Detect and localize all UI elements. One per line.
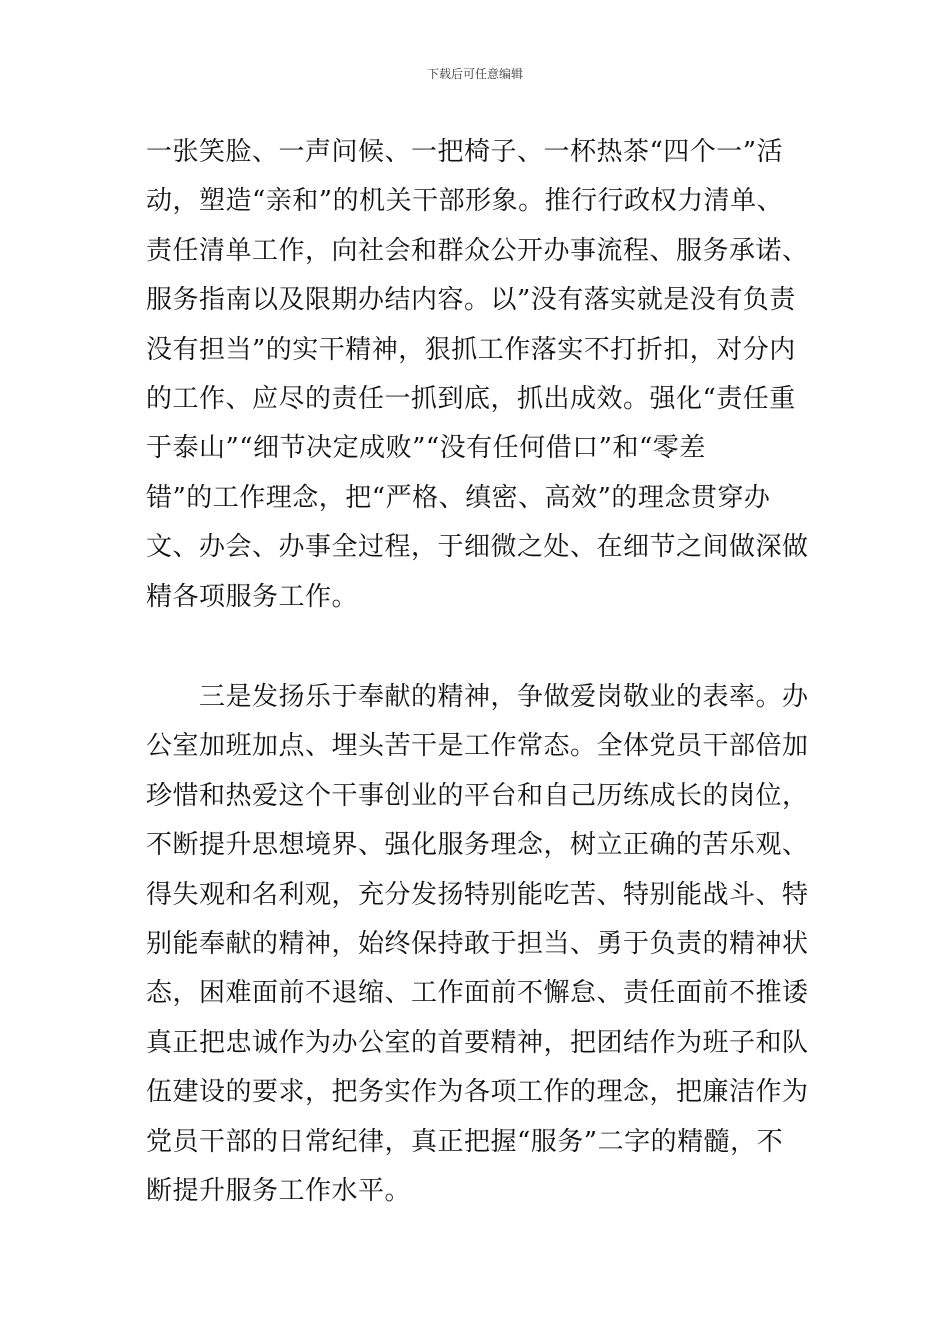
- text-line: 三是发扬乐于奉献的精神，争做爱岗敬业的表率。办: [146, 682, 809, 712]
- paragraph-1: [146, 128, 816, 622]
- text-line: 伍建设的要求，把务实作为各项工作的理念，把廉洁作为: [146, 1077, 809, 1108]
- paragraph-2: [146, 673, 816, 1216]
- text-line: 真正把忠诚作为办公室的首要精神，把团结作为班子和队: [146, 1027, 809, 1058]
- text-line: 一张笑脸、一声问候、一把椅子、一杯热茶“四个一”活: [146, 137, 784, 167]
- text-line: 别能奉献的精神，始终保持敢于担当、勇于负责的精神状: [146, 928, 809, 959]
- text-line: 责任清单工作，向社会和群众公开办事流程、服务承诺、: [146, 235, 809, 266]
- text-line: 文、办会、办事全过程，于细微之处、在细节之间做深做: [146, 532, 809, 563]
- text-line: 的工作、应尽的责任一抓到底，抓出成效。强化“责任重: [146, 383, 796, 414]
- text-line: 没有担当”的实干精神，狠抓工作落实不打折扣，对分内: [146, 334, 796, 365]
- text-line: 珍惜和热爱这个干事创业的平台和自己历练成长的岗位，: [146, 780, 809, 811]
- text-line: 错”的工作理念，把“严格、缜密、高效”的理念贯穿办: [146, 482, 771, 513]
- text-line: 得失观和名利观，充分发扬特别能吃苦、特别能战斗、特: [146, 879, 809, 910]
- text-line: 服务指南以及限期办结内容。以”没有落实就是没有负责: [146, 285, 796, 316]
- text-line: 不断提升思想境界、强化服务理念，树立正确的苦乐观、: [146, 830, 809, 861]
- text-line: 态，困难面前不退缩、工作面前不懈怠、责任面前不推诿: [146, 978, 809, 1009]
- text-line: 于泰山”“细节决定成败”“没有任何借口”和“零差: [146, 433, 706, 464]
- text-line: 公室加班加点、埋头苦干是工作常态。全体党员干部倍加: [146, 731, 809, 762]
- text-line: 精各项服务工作。: [146, 581, 359, 612]
- text-line: 动，塑造“亲和”的机关干部形象。推行行政权力清单、: [146, 186, 784, 217]
- text-line: 党员干部的日常纪律，真正把握“服务”二字的精髓，不: [146, 1126, 784, 1157]
- page-header: 下载后可任意编辑: [426, 67, 523, 81]
- text-line: 断提升服务工作水平。: [146, 1175, 412, 1206]
